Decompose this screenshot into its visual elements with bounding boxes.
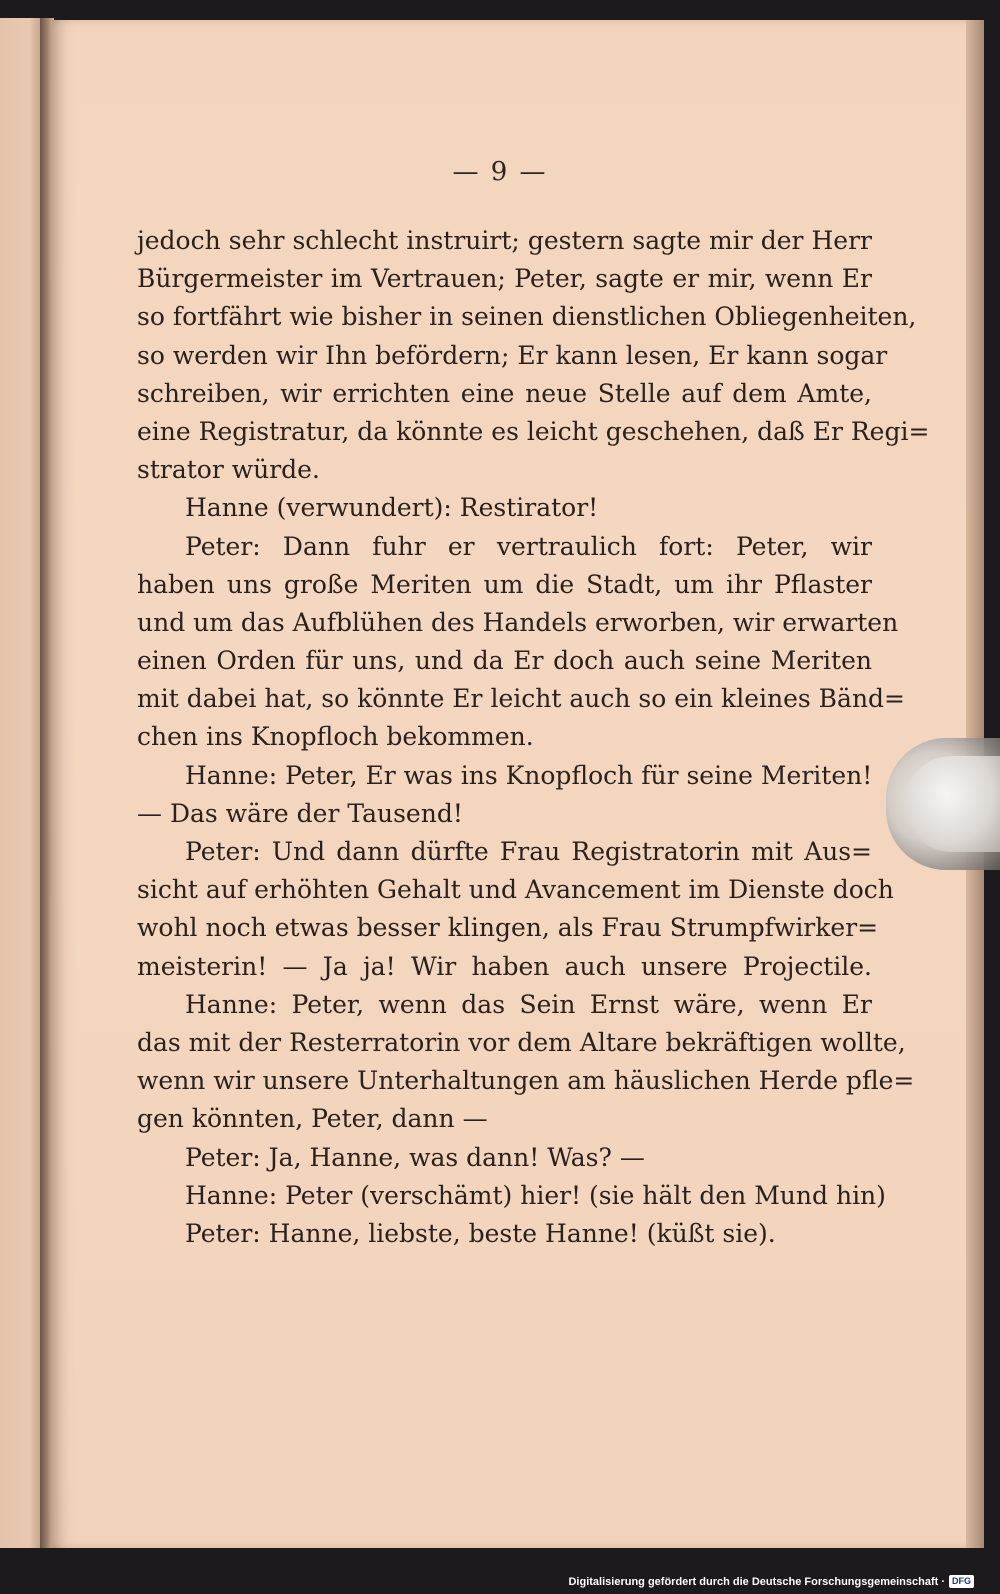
dialogue-line: Peter: Und dann dürfte Frau Registratorin mit Aus= — [185, 837, 872, 866]
text-line: so werden wir Ihn befördern; Er kann lesen, Er kann sogar — [137, 340, 888, 370]
text-line: chen ins Knopfloch bekommen. — [137, 722, 534, 752]
dialogue-line: Hanne (verwundert): Restirator! — [185, 493, 599, 523]
text-line: gen könnten, Peter, dann — — [137, 1104, 488, 1134]
dialogue-line: Peter: Ja, Hanne, was dann! Was? — — [185, 1142, 645, 1172]
text-line: so fortfährt wie bisher in seinen dienstlichen Obliegenheiten, — [137, 302, 917, 332]
text-line: meisterin! — Ja ja! Wir haben auch unsere Projectile. — [137, 951, 872, 981]
text-line: mit dabei hat, so könnte Er leicht auch so ein kleines Bänd= — [137, 684, 905, 714]
text-line: strator würde. — [137, 455, 320, 485]
text-line: — Das wäre der Tausend! — [137, 798, 463, 828]
dialogue-line: Hanne: Peter, Er was ins Knopfloch für seine Meriten! — [185, 760, 873, 790]
dialogue-line: Peter: Hanne, liebste, beste Hanne! (küßt sie). — [185, 1218, 776, 1248]
text-line: Bürgermeister im Vertrauen; Peter, sagte er mir, wenn Er — [137, 264, 872, 294]
text-line: einen Orden für uns, und da Er doch auch seine Meriten — [137, 646, 872, 676]
text-line: eine Registratur, da könnte es leicht geschehen, daß Er Regi= — [137, 416, 930, 446]
page-clip-highlight — [904, 756, 1000, 852]
page-text — [137, 222, 930, 1253]
text-line: schreiben, wir errichten eine neue Stelle auf dem Amte, — [137, 378, 872, 408]
text-line: jedoch sehr schlecht instruirt; gestern sagte mir der Herr — [137, 226, 872, 255]
dfg-logo: DFG — [949, 1575, 974, 1588]
text-line: haben uns große Meriten um die Stadt, um ihr Pflaster — [137, 569, 872, 599]
text-line: wenn wir unsere Unterhaltungen am häuslichen Herde pfle= — [137, 1066, 915, 1096]
digitization-credit — [568, 1575, 974, 1588]
dialogue-line: Peter: Dann fuhr er vertraulich fort: Peter, wir — [185, 531, 872, 561]
dialogue-line: Hanne: Peter, wenn das Sein Ernst wäre, wenn Er — [185, 989, 872, 1019]
page-number: — 9 — — [452, 157, 548, 187]
text-line: sicht auf erhöhten Gehalt und Avancement im Dienste doch — [137, 875, 894, 905]
text-line: und um das Aufblühen des Handels erworben, wir erwarten — [137, 607, 899, 637]
text-line: das mit der Resterratorin vor dem Altare bekräftigen wollte, — [137, 1027, 906, 1057]
dialogue-line: Hanne: Peter (verschämt) hier! (sie hält den Mund hin) — [185, 1180, 886, 1210]
text-line: wohl noch etwas besser klingen, als Frau Strumpfwirker= — [137, 913, 879, 943]
credit-text: Digitalisierung gefördert durch die Deutsche Forschungsgemeinschaft · — [568, 1575, 945, 1588]
